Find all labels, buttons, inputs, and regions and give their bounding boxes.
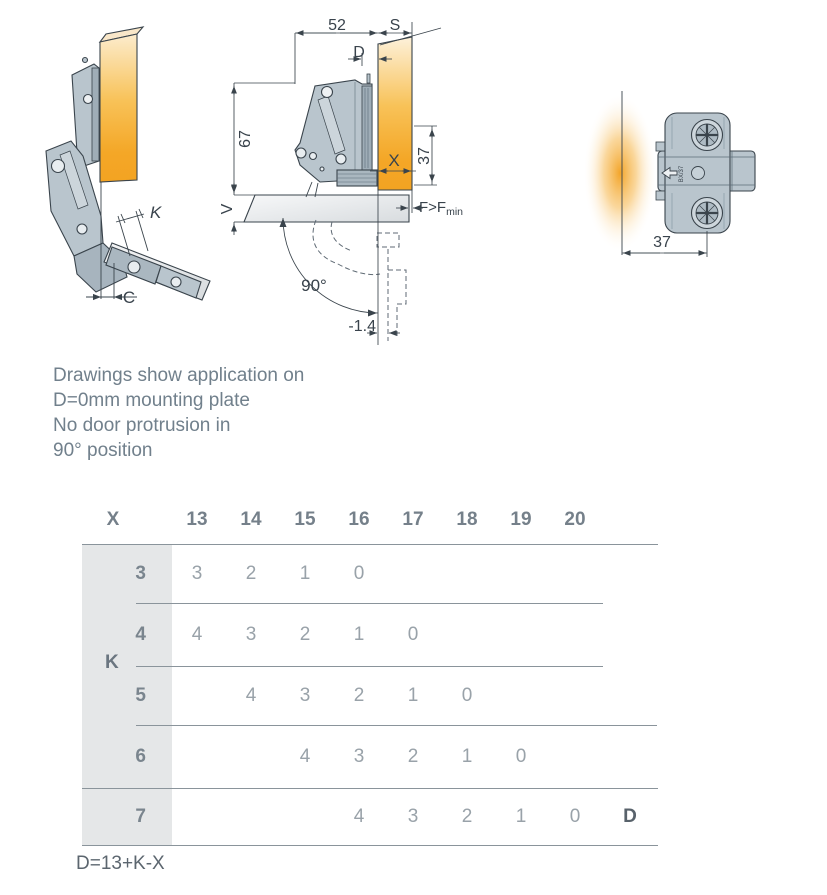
dim-52-label: 52	[328, 17, 346, 34]
cell: 4	[245, 684, 257, 706]
cell: 1	[461, 745, 473, 767]
cell: 3	[245, 623, 257, 645]
table-rule	[82, 544, 658, 545]
k-x-table	[82, 495, 658, 846]
mounting-plate-drawing	[600, 85, 827, 270]
screw-bottom-icon	[692, 198, 723, 229]
col-header: 16	[348, 508, 370, 530]
cell: 1	[515, 806, 527, 827]
cell: 2	[407, 745, 419, 767]
row-header: 3	[135, 562, 146, 584]
hinge-body	[295, 74, 377, 197]
dim-s-label: S	[389, 17, 401, 34]
dim-c-label: C	[122, 288, 136, 307]
note-line: Drawings show application on	[53, 365, 305, 386]
table-rule	[136, 666, 603, 667]
cell: 1	[353, 623, 365, 645]
cell: 4	[299, 745, 311, 767]
dim-37-label: 37	[416, 147, 433, 165]
door-panel	[100, 27, 143, 182]
dim-k-label: K	[150, 203, 162, 222]
plate-marking: BX/37	[679, 165, 685, 183]
cell: 2	[353, 684, 365, 706]
screw-top-icon	[692, 120, 723, 151]
col-header: 19	[510, 508, 532, 530]
cell: 0	[461, 684, 473, 706]
row-axis-label: K	[105, 652, 119, 673]
table-row	[82, 725, 658, 788]
d-formula: D=13+K-X	[76, 853, 165, 874]
dim-protrusion-label: -1.4	[348, 318, 376, 335]
cell: 0	[569, 806, 581, 827]
table-rule	[136, 603, 603, 604]
dim-v-label: V	[219, 203, 236, 215]
hinge-section-drawing	[220, 8, 478, 353]
cell: 4	[353, 806, 365, 827]
table-header-row	[82, 495, 658, 544]
cell: 4	[191, 623, 203, 645]
mounting-plate	[656, 113, 755, 233]
dim-angle-label: 90°	[301, 276, 327, 295]
row-header: 5	[135, 684, 146, 706]
table-rule	[82, 788, 658, 789]
cell: 2	[461, 806, 473, 827]
cell: 0	[407, 623, 419, 645]
cell: 0	[353, 562, 365, 584]
dim-f-label: $F>F_{min}$	[419, 199, 464, 218]
note-line: No door protrusion in	[53, 415, 231, 436]
dim-67-label: 67	[237, 130, 254, 148]
cell: 1	[299, 562, 311, 584]
cell: 1	[407, 684, 419, 706]
table-rule	[82, 845, 658, 846]
cell: 2	[299, 623, 311, 645]
cell: 3	[191, 562, 203, 584]
cell: 3	[353, 745, 365, 767]
col-header: 17	[402, 508, 424, 530]
row-header: 7	[135, 806, 146, 827]
col-header: 15	[294, 508, 316, 530]
application-notes	[53, 363, 304, 463]
dim-x-label: X	[388, 151, 400, 170]
cell: 0	[515, 745, 527, 767]
col-header: 13	[186, 508, 208, 530]
cell-d: D	[623, 806, 637, 827]
dim-d-label: D	[353, 44, 365, 61]
note-line: 90° position	[53, 440, 153, 461]
col-header: 20	[564, 508, 586, 530]
table-row	[82, 603, 658, 666]
col-header-x: X	[106, 508, 120, 530]
table-rule	[136, 725, 657, 726]
table-row	[82, 666, 658, 725]
col-header: 14	[240, 508, 262, 530]
door-edge-glow	[584, 95, 656, 251]
table-row	[82, 544, 658, 603]
cell: 2	[245, 562, 257, 584]
cell: 3	[407, 806, 419, 827]
row-header: 6	[135, 745, 146, 767]
note-line: D=0mm mounting plate	[53, 390, 250, 411]
table-row	[82, 788, 658, 846]
cell: 3	[299, 684, 311, 706]
cam-hole	[692, 167, 705, 180]
row-header: 4	[135, 623, 146, 645]
col-header: 18	[456, 508, 478, 530]
hinge-open-drawing	[30, 15, 230, 335]
dim-37-label: 37	[653, 234, 671, 251]
cabinet-panel	[244, 195, 409, 222]
table-body	[82, 544, 658, 846]
